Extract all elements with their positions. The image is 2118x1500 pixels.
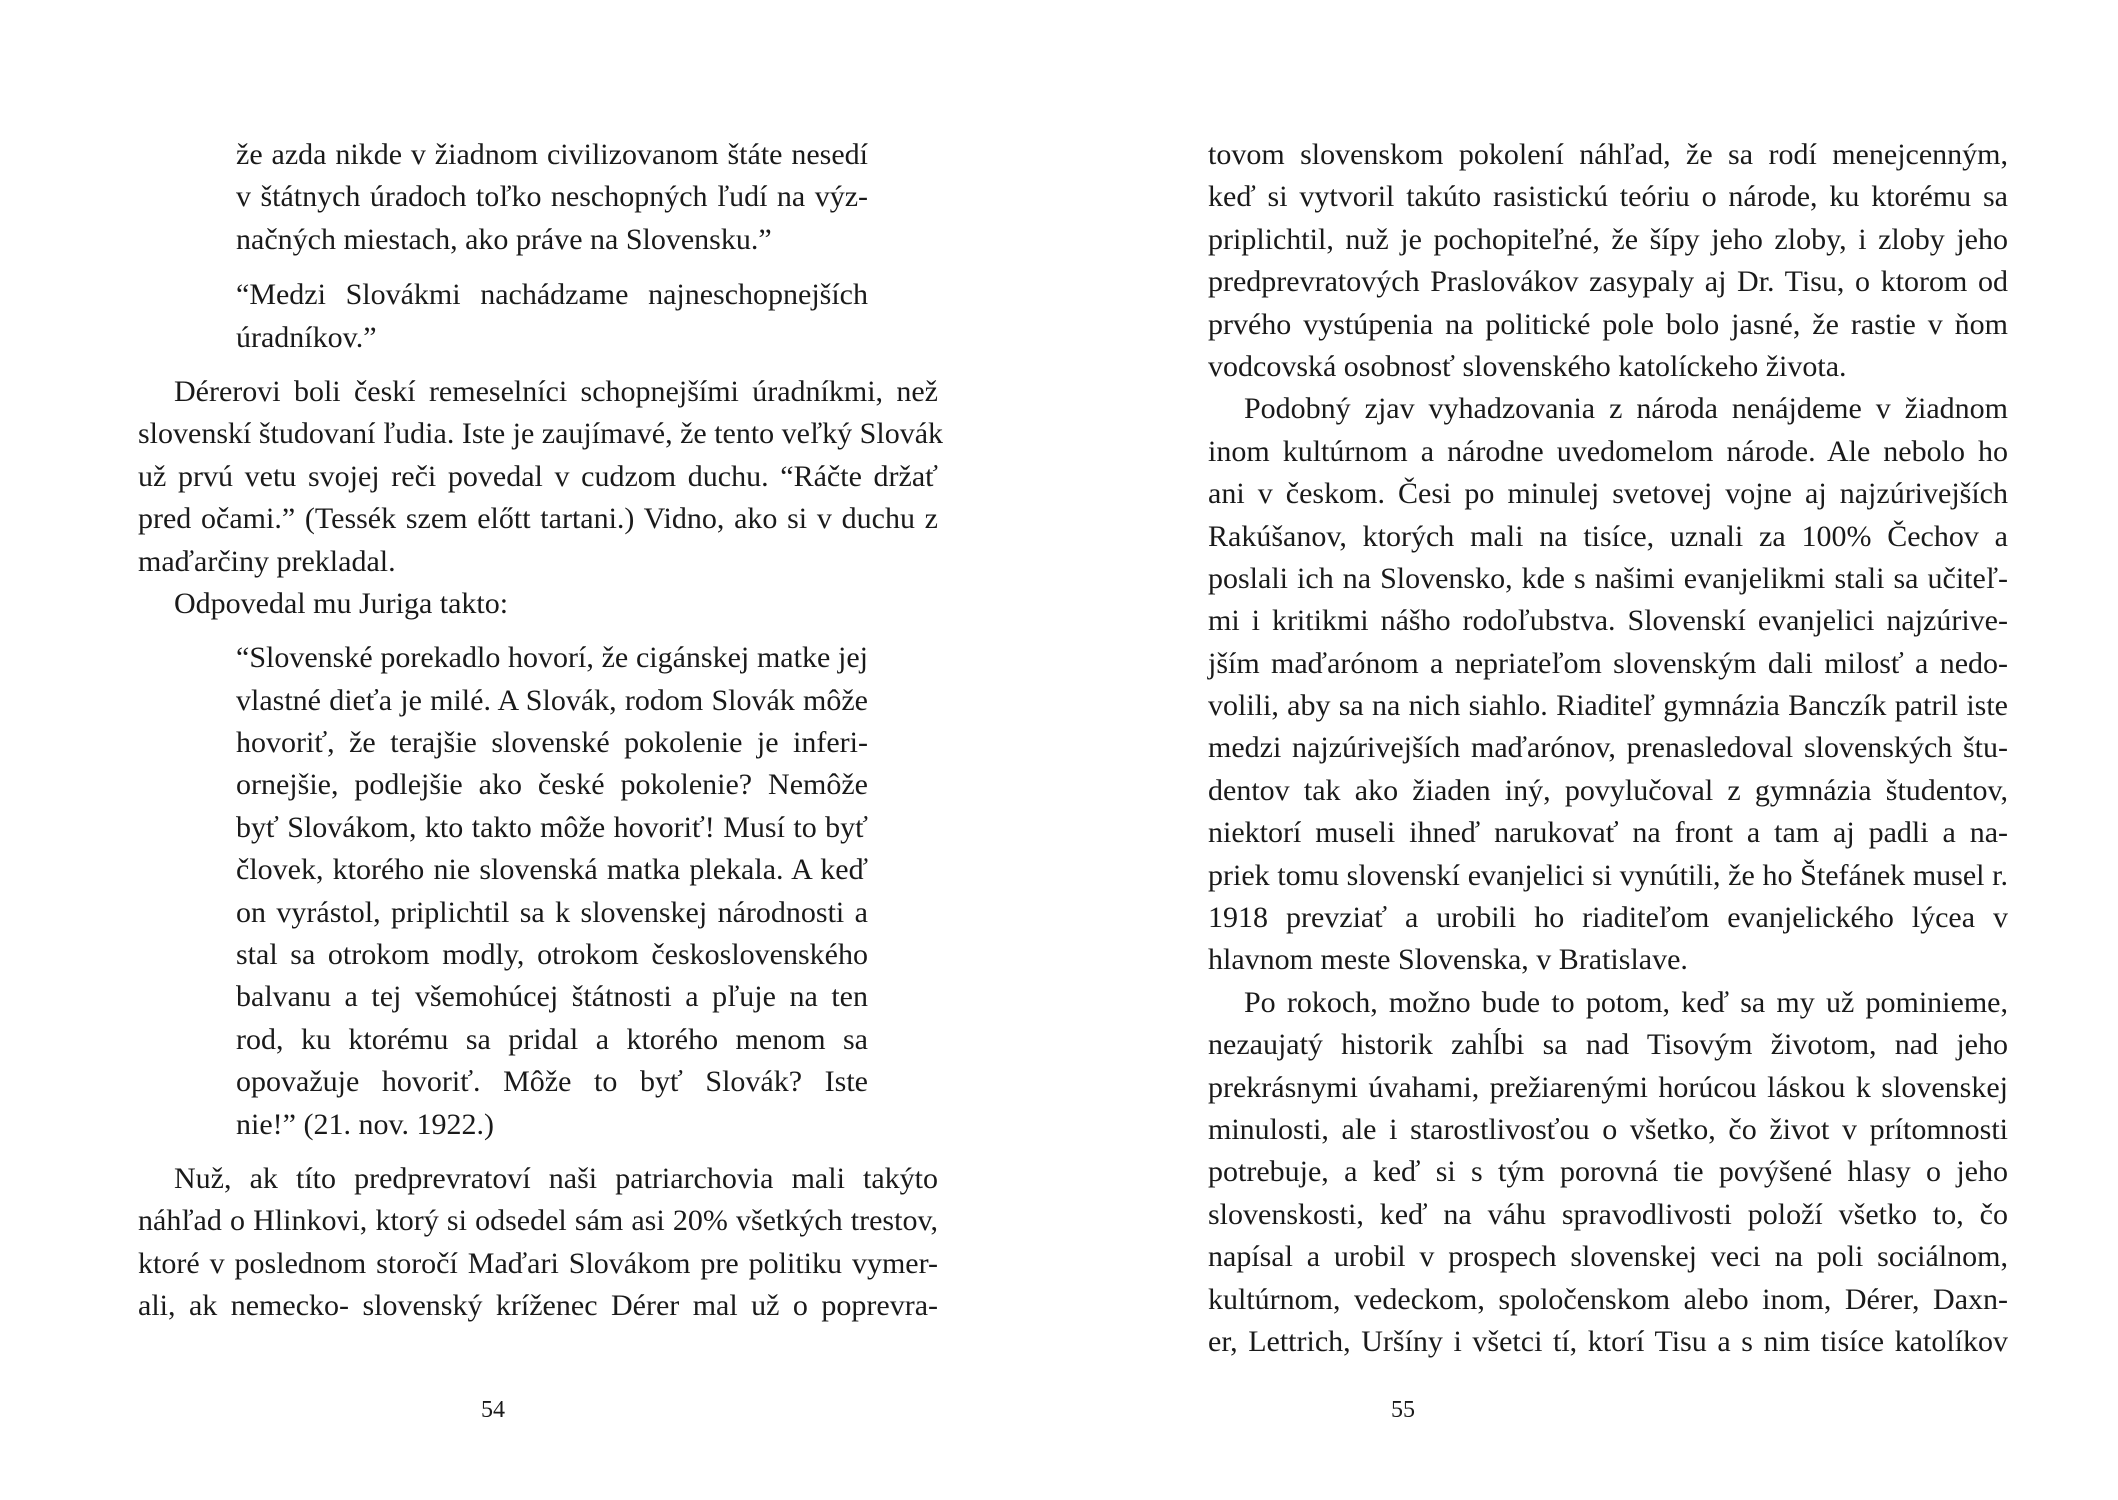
text-line: 1918 prevziať a urobili ho riaditeľom evanjelického lýcea v — [1208, 901, 2008, 935]
text-line: “Slovenské porekadlo hovorí, že cigánskej matke jej — [236, 641, 868, 675]
page-number: 54 — [481, 1397, 505, 1423]
text-line: Podobný zjav vyhadzovania z národa nenájdeme v žiadnom — [1244, 392, 2008, 426]
text-line: vlastné dieťa je milé. A Slovák, rodom Slovák môže — [236, 683, 868, 717]
text-line: priplichtil, nuž je pochopiteľné, že šípy jeho zloby, i zloby jeho — [1208, 222, 2008, 256]
paragraph-2 — [138, 583, 938, 625]
text-line: nie!” (21. nov. 1922.) — [236, 1107, 494, 1141]
text-line: stal sa otrokom modly, otrokom československého — [236, 938, 868, 972]
left-page-text — [138, 134, 944, 1328]
text-line: poslali ich na Slovensko, kde s našimi evanjelikmi stali sa učiteľ- — [1208, 561, 2008, 595]
text-line: náhľad o Hlinkovi, ktorý si odsedel sám asi 20% všetkých trestov, — [138, 1204, 938, 1238]
paragraph-1 — [138, 371, 944, 583]
text-line: inom kultúrnom a národne uvedomelom národe. Ale nebolo ho — [1208, 434, 2008, 468]
block-quote-2 — [138, 274, 938, 359]
text-line: hovoriť, že terajšie slovenské pokolenie je inferi- — [236, 726, 868, 760]
text-line: hlavnom meste Slovenska, v Bratislave. — [1208, 943, 1688, 977]
text-line: nezaujatý historik zahĺbi sa nad Tisovým životom, nad jeho — [1208, 1028, 2008, 1062]
text-line: Dérerovi boli českí remeselníci schopnejšími úradníkmi, než — [174, 374, 938, 408]
text-line: už prvú vetu svojej reči povedal v cudzom duchu. “Ráčte držať — [138, 459, 938, 493]
text-line: minulosti, ale i starostlivosťou o všetko, čo život v prítomnosti — [1208, 1112, 2008, 1146]
text-line: “Medzi Slovákmi nachádzame najneschopnejších — [236, 278, 868, 312]
text-line: prekrásnymi úvahami, prežiarenými horúcou láskou k slovenskej — [1208, 1070, 2008, 1104]
text-line: mi i kritikmi nášho rodoľubstva. Slovenskí evanjelici najzúrive- — [1208, 604, 2008, 638]
text-line: balvanu a tej všemohúcej štátnosti a pľuje na ten — [236, 980, 868, 1014]
text-line: ktoré v poslednom storočí Maďari Slovákom pre politiku vymer- — [138, 1246, 938, 1280]
paragraph-2 — [1208, 388, 2008, 981]
text-line: v štátnych úradoch toľko neschopných ľudí na výz- — [236, 180, 868, 214]
block-quote-1 — [138, 134, 938, 261]
text-line: medzi najzúrivejších maďarónov, prenasledoval slovenských štu- — [1208, 731, 2008, 765]
text-line: že azda nikde v žiadnom civilizovanom štáte nesedí — [236, 138, 868, 171]
text-line: jším maďarónom a nepriateľom slovenským dali milosť a nedo- — [1208, 646, 2008, 680]
text-line: tovom slovenskom pokolení náhľad, že sa rodí menejcenným, — [1208, 138, 2008, 171]
text-line: opovažuje hovoriť. Môže to byť Slovák? Iste — [236, 1065, 868, 1099]
paragraph-1 — [1208, 134, 2008, 388]
text-line: ornejšie, podlejšie ako české pokolenie? Nemôže — [236, 768, 868, 802]
text-line: Odpovedal mu Juriga takto: — [174, 586, 509, 620]
text-line: slovenskí študovaní ľudia. Iste je zaujímavé, že tento veľký Slovák — [138, 417, 944, 451]
text-line: úradníkov.” — [236, 320, 377, 354]
text-line: prvého vystúpenia na politické pole bolo jasné, že rastie v ňom — [1208, 307, 2008, 341]
text-line: maďarčiny prekladal. — [138, 544, 396, 578]
text-line: potrebuje, a keď si s tým porovná tie povýšené hlasy o jeho — [1208, 1155, 2008, 1189]
text-line: er, Lettrich, Uršíny i všetci tí, ktorí Tisu a s nim tisíce katolíkov — [1208, 1324, 2008, 1358]
text-line: načných miestach, ako práve na Slovensku.” — [236, 222, 772, 256]
text-line: slovenskosti, keď na váhu spravodlivosti položí všetko to, čo — [1208, 1197, 2008, 1231]
text-line: vodcovská osobnosť slovenského katolíckeho života. — [1208, 349, 1847, 383]
text-line: napísal a urobil v prospech slovenskej veci na poli sociálnom, — [1208, 1240, 2008, 1274]
text-line: predprevratových Praslovákov zasypaly aj Dr. Tisu, o ktorom od — [1208, 265, 2008, 299]
text-line: dentov tak ako žiaden iný, povylučoval z gymnázia študentov, — [1208, 773, 2008, 807]
block-quote-3 — [138, 637, 938, 1146]
text-line: rod, ku ktorému sa pridal a ktorého menom sa — [236, 1022, 868, 1056]
text-line: byť Slovákom, kto takto môže hovoriť! Musí to byť — [236, 810, 868, 844]
text-line: Rakúšanov, ktorých mali na tisíce, uznali za 100% Čechov a — [1208, 519, 2008, 553]
text-line: volili, aby sa na nich siahlo. Riaditeľ gymnázia Banczík patril iste — [1208, 689, 2008, 723]
text-line: priek tomu slovenskí evanjelici si vynútili, že ho Štefánek musel r. — [1208, 858, 2008, 892]
text-line: ani v českom. Česi po minulej svetovej vojne aj najzúrivejších — [1208, 477, 2008, 511]
left-page — [138, 0, 944, 1500]
paragraph-3 — [138, 1158, 938, 1328]
text-line: človek, ktorého nie slovenská matka plekala. A keď — [236, 853, 868, 887]
text-line: Nuž, ak títo predprevratoví naši patriarchovia mali takýto — [174, 1161, 938, 1195]
text-line: pred očami.” (Tessék szem előtt tartani.) Vidno, ako si v duchu z — [138, 502, 938, 536]
text-line: niektorí museli ihneď narukovať na front a tam aj padli a na- — [1208, 816, 2008, 850]
paragraph-3 — [1208, 982, 2008, 1364]
right-page — [1208, 0, 2008, 1500]
right-page-text — [1208, 134, 2008, 1363]
text-line: kultúrnom, vedeckom, spoločenskom alebo inom, Dérer, Daxn- — [1208, 1282, 2008, 1316]
text-line: Po rokoch, možno bude to potom, keď sa my už pominieme, — [1244, 985, 2008, 1019]
text-line: ali, ak nemecko- slovenský kríženec Dérer mal už o poprevra- — [138, 1289, 938, 1323]
page-number: 55 — [1391, 1397, 1415, 1423]
text-line: on vyrástol, priplichtil sa k slovenskej národnosti a — [236, 895, 868, 929]
text-line: keď si vytvoril takúto rasistickú teóriu o národe, ku ktorému sa — [1208, 180, 2008, 214]
